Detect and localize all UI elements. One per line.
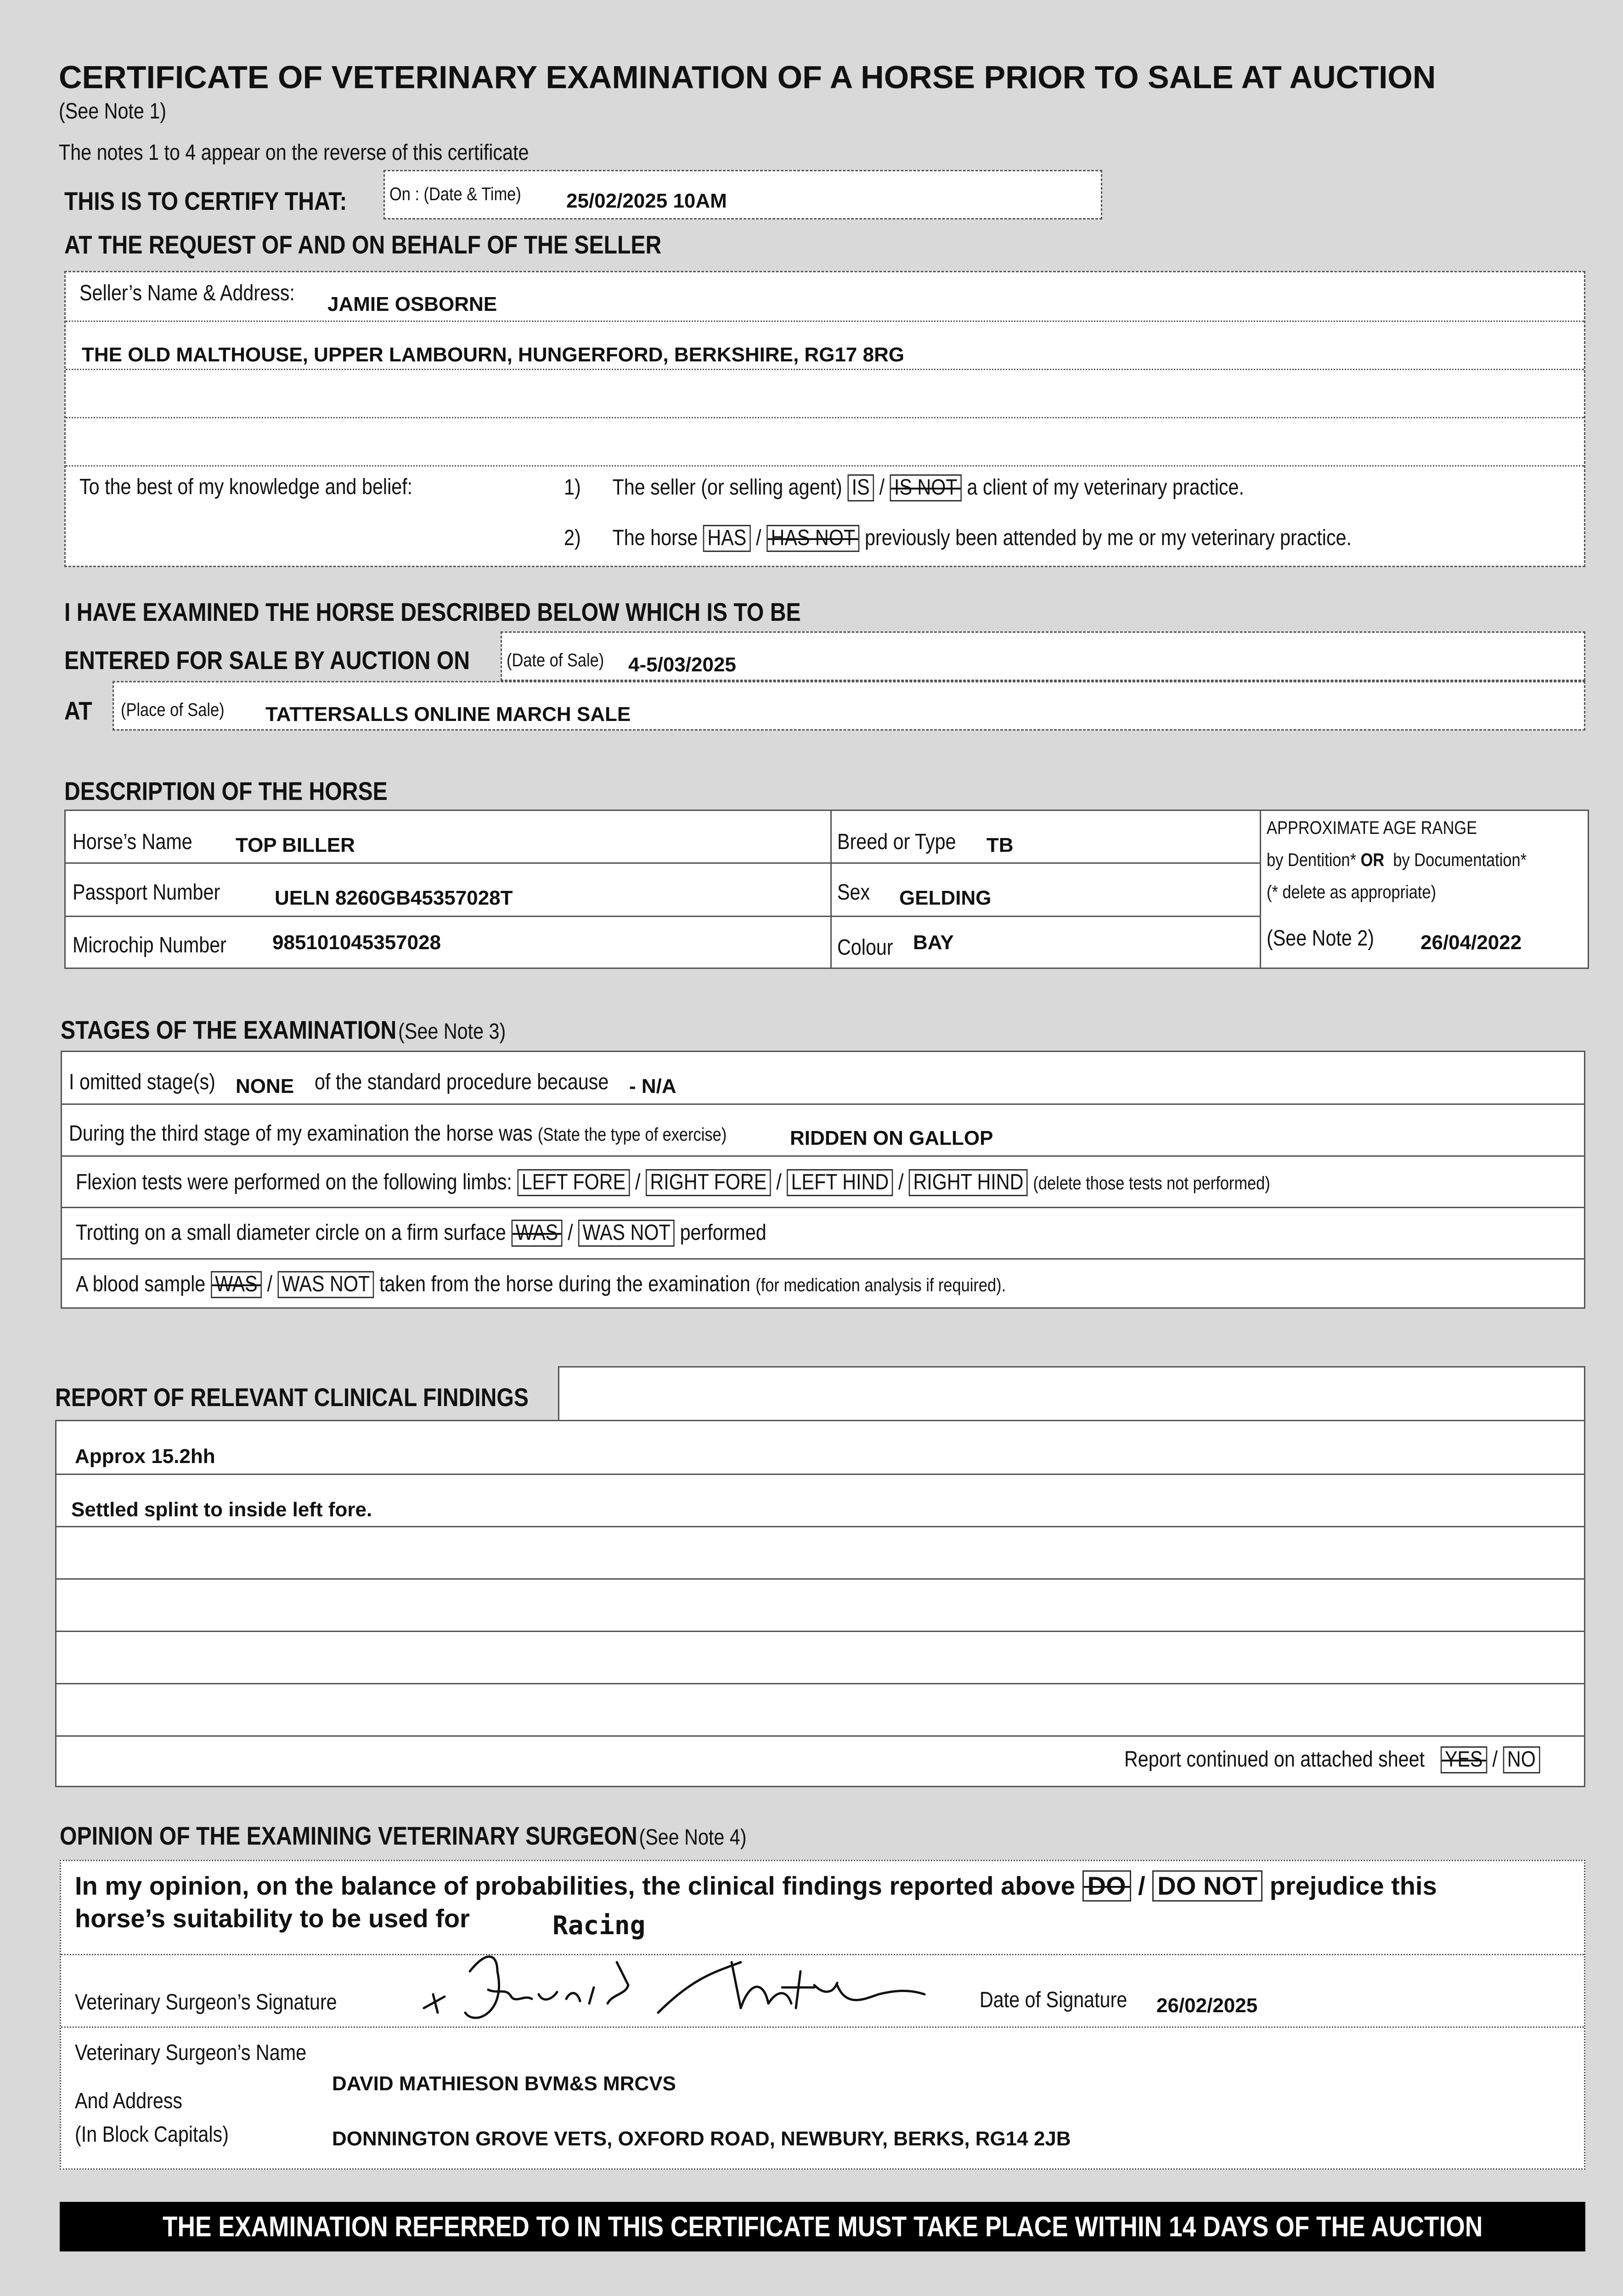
opinion-heading: OPINION OF THE EXAMINING VETERINARY SURGEON (See Note 4)	[60, 1821, 747, 1850]
report-heading-field	[558, 1366, 1585, 1421]
blood-was-option[interactable]: WAS	[211, 1271, 262, 1298]
report-line-1[interactable]: Approx 15.2hh	[75, 1445, 215, 1468]
seller-address[interactable]: THE OLD MALTHOUSE, UPPER LAMBOURN, HUNGERFORD, BERKSHIRE, RG17 8RG	[82, 343, 905, 366]
at-label: AT	[64, 696, 92, 725]
omitted-value[interactable]: NONE	[236, 1075, 294, 1097]
horse-name-value[interactable]: TOP BILLER	[236, 834, 355, 856]
signature-label: Veterinary Surgeon’s Signature	[75, 1990, 337, 2015]
trot-row: Trotting on a small diameter circle on a firm surface WAS / WAS NOT performed	[76, 1220, 766, 1247]
has-not-option[interactable]: HAS NOT	[766, 525, 859, 552]
limb-left-hind[interactable]: LEFT HIND	[787, 1169, 893, 1196]
procedure-label: of the standard procedure because	[315, 1070, 609, 1094]
blood-row: A blood sample WAS / WAS NOT taken from the horse during the examination (for medication analysis if required).	[76, 1271, 1006, 1298]
seller-name[interactable]: JAMIE OSBORNE	[327, 293, 497, 315]
opinion-text-2: horse’s suitability to be used for	[75, 1904, 470, 1933]
limb-left-fore[interactable]: LEFT FORE	[517, 1169, 630, 1196]
procedure-value[interactable]: - N/A	[629, 1075, 676, 1097]
vet-address-value[interactable]: DONNINGTON GROVE VETS, OXFORD ROAD, NEWBURY, BERKS, RG14 2JB	[332, 2127, 1071, 2150]
use-value[interactable]: Racing	[552, 1911, 646, 1941]
flexion-row: Flexion tests were performed on the following limbs: LEFT FORE / RIGHT FORE / LEFT HIND / RIGHT HIND (delete those tests not performed)	[76, 1169, 1270, 1196]
date-of-sale-label: (Date of Sale)	[507, 650, 604, 670]
age-see-note: (See Note 2)	[1267, 926, 1375, 951]
on-date-value: 25/02/2025 10AM	[566, 190, 727, 212]
limb-right-hind[interactable]: RIGHT HIND	[909, 1169, 1028, 1196]
limb-right-fore[interactable]: RIGHT FORE	[646, 1169, 771, 1196]
description-table	[64, 810, 1589, 969]
third-stage-label: During the third stage of my examination the horse was (State the type of exercise)	[69, 1121, 727, 1146]
on-date-label: On : (Date & Time)	[389, 184, 521, 204]
microchip-label: Microchip Number	[73, 933, 226, 957]
knowledge-statement-2: 2) The horse HAS / HAS NOT previously been attended by me or my veterinary practice.	[564, 525, 1352, 552]
place-of-sale-label: (Place of Sale)	[121, 700, 225, 720]
passport-value[interactable]: UELN 8260GB45357028T	[275, 887, 513, 909]
third-stage-value[interactable]: RIDDEN ON GALLOP	[790, 1127, 993, 1149]
blood-was-not-option[interactable]: WAS NOT	[278, 1271, 374, 1298]
is-not-option[interactable]: IS NOT	[890, 474, 962, 501]
certify-label: THIS IS TO CERTIFY THAT:	[64, 186, 347, 215]
sex-value[interactable]: GELDING	[899, 887, 992, 909]
seller-section	[64, 271, 1585, 567]
certify-date-field[interactable]	[383, 170, 1102, 219]
microchip-value[interactable]: 985101045357028	[272, 931, 441, 954]
block-capitals-label: (In Block Capitals)	[75, 2122, 229, 2147]
report-continued: Report continued on attached sheet YES / NO	[1124, 1746, 1540, 1773]
sex-label: Sex	[837, 880, 870, 905]
and-address-label: And Address	[75, 2089, 183, 2113]
report-heading: REPORT OF RELEVANT CLINICAL FINDINGS	[55, 1383, 529, 1412]
opinion-text: In my opinion, on the balance of probabilities, the clinical findings reported above DO / DO NOT prejudice this	[75, 1870, 1437, 1902]
footer-banner	[60, 2202, 1585, 2251]
date-of-signature-label: Date of Signature	[980, 1988, 1127, 2012]
report-line-2[interactable]: Settled splint to inside left fore.	[71, 1498, 372, 1521]
see-note-1: (See Note 1)	[59, 99, 167, 124]
signature-image	[419, 1944, 961, 2031]
report-table	[55, 1420, 1585, 1787]
age-delete-note: (* delete as appropriate)	[1267, 882, 1437, 902]
stages-heading: STAGES OF THE EXAMINATION (See Note 3)	[61, 1015, 506, 1044]
has-option[interactable]: HAS	[703, 525, 751, 552]
knowledge-statement-1: 1) The seller (or selling agent) IS / IS NOT a client of my veterinary practice.	[564, 474, 1244, 501]
trot-was-option[interactable]: WAS	[511, 1220, 562, 1247]
omitted-label: I omitted stage(s)	[69, 1070, 215, 1094]
request-heading: AT THE REQUEST OF AND ON BEHALF OF THE SELLER	[64, 230, 662, 259]
notes-line: The notes 1 to 4 appear on the reverse of this certificate	[59, 141, 529, 165]
is-option[interactable]: IS	[847, 474, 874, 501]
breed-value[interactable]: TB	[986, 834, 1014, 856]
do-option[interactable]: DO	[1082, 1870, 1131, 1902]
age-title: APPROXIMATE AGE RANGE	[1267, 818, 1477, 838]
age-value[interactable]: 26/04/2022	[1420, 931, 1522, 954]
vet-name-value[interactable]: DAVID MATHIESON BVM&S MRCVS	[332, 2072, 676, 2095]
seller-label: Seller’s Name & Address:	[79, 281, 295, 305]
place-of-sale-value: TATTERSALLS ONLINE MARCH SALE	[265, 703, 631, 726]
place-of-sale-field[interactable]	[113, 681, 1585, 731]
entered-label: ENTERED FOR SALE BY AUCTION ON	[64, 646, 470, 675]
opinion-section	[60, 1860, 1585, 2170]
passport-label: Passport Number	[73, 880, 220, 905]
horse-name-label: Horse’s Name	[73, 830, 192, 854]
certificate-title: CERTIFICATE OF VETERINARY EXAMINATION OF A HORSE PRIOR TO SALE AT AUCTION	[59, 59, 1436, 95]
continued-no-option[interactable]: NO	[1503, 1746, 1540, 1773]
colour-label: Colour	[837, 935, 893, 960]
date-of-sale-value: 4-5/03/2025	[628, 653, 736, 676]
knowledge-label: To the best of my knowledge and belief:	[79, 475, 413, 499]
trot-was-not-option[interactable]: WAS NOT	[578, 1220, 675, 1247]
examined-heading: I HAVE EXAMINED THE HORSE DESCRIBED BELOW WHICH IS TO BE	[64, 597, 801, 626]
date-of-signature-value[interactable]: 26/02/2025	[1156, 1994, 1258, 2017]
vet-name-label: Veterinary Surgeon’s Name	[75, 2041, 307, 2065]
do-not-option[interactable]: DO NOT	[1152, 1870, 1262, 1902]
continued-yes-option[interactable]: YES	[1440, 1746, 1487, 1773]
stages-table	[61, 1051, 1585, 1309]
date-of-sale-field[interactable]	[501, 631, 1585, 681]
colour-value[interactable]: BAY	[913, 931, 954, 954]
description-heading: DESCRIPTION OF THE HORSE	[64, 777, 388, 805]
breed-label: Breed or Type	[837, 830, 956, 854]
age-method: by Dentition* OR by Documentation*	[1267, 850, 1527, 870]
footer-text: THE EXAMINATION REFERRED TO IN THIS CERTIFICATE MUST TAKE PLACE WITHIN 14 DAYS OF THE AUCTION	[162, 2211, 1483, 2243]
